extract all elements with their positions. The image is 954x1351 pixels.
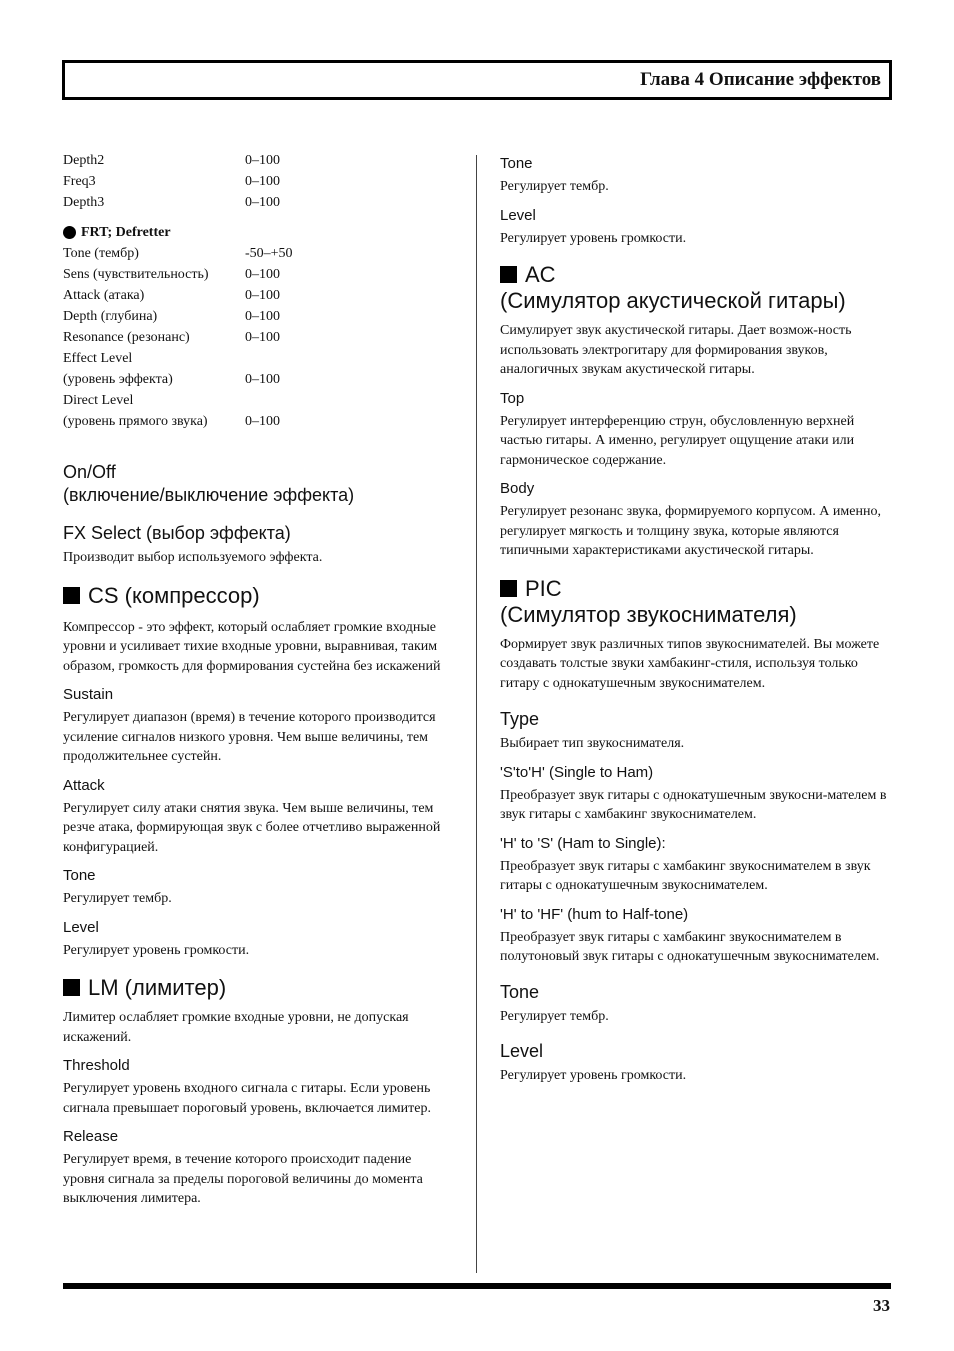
frt-heading-text: FRT; Defretter bbox=[81, 225, 171, 240]
h2hf-heading: 'H' to 'HF' (hum to Half-tone) bbox=[500, 905, 689, 923]
right-tone-heading: Tone bbox=[500, 155, 533, 172]
param-row bbox=[63, 306, 455, 327]
right-level-heading: Level bbox=[500, 206, 536, 224]
attack-heading: Attack bbox=[63, 776, 105, 794]
param-value: 0–100 bbox=[245, 153, 280, 168]
type-heading: Type bbox=[500, 709, 540, 729]
cs-level-heading: Level bbox=[63, 918, 99, 936]
section-square-icon bbox=[500, 266, 517, 283]
top-heading: Top bbox=[500, 389, 525, 407]
param-name: Depth (глубина) bbox=[63, 309, 158, 324]
pic-tone-heading: Tone bbox=[500, 981, 540, 1002]
param-row bbox=[63, 150, 455, 171]
right-level-text: Регулирует уровень громкости. bbox=[500, 230, 687, 246]
s2h-text: Преобразует звук гитары с однокатушечным звукосни-мателем в звук гитары с хамбакинг звукоснимателем. bbox=[500, 787, 887, 822]
param-row bbox=[63, 192, 455, 213]
cs-level-text: Регулирует уровень громкости. bbox=[63, 942, 250, 958]
param-name: Attack (атака) bbox=[63, 288, 145, 303]
h2s-heading: 'H' to 'S' (Ham to Single): bbox=[500, 834, 666, 852]
cs-heading-text: CS (компрессор) bbox=[88, 582, 260, 608]
top-text: Регулирует интерференцию струн, обусловленную верхней частью гитары. А именно, регулирует ощущение атаки или гармоническое содержание. bbox=[500, 413, 855, 468]
param-row bbox=[63, 171, 455, 192]
param-value: -50–+50 bbox=[245, 246, 293, 261]
s2h-heading: 'S'to'H' (Single to Ham) bbox=[500, 763, 654, 781]
fxselect-heading: FX Select (выбор эффекта) bbox=[63, 523, 291, 543]
release-text: Регулирует время, в течение которого происходит падение уровня сигнала за пределы пороговой величины до момента выключения лимитера. bbox=[63, 1152, 423, 1206]
param-value: 0–100 bbox=[245, 267, 280, 282]
pic-heading-line2: (Симулятор звукоснимателя) bbox=[500, 601, 797, 627]
pic-heading-line1: PIC bbox=[525, 575, 562, 601]
param-name: Depth3 bbox=[63, 195, 105, 210]
ac-heading-line2: (Симулятор акустической гитары) bbox=[500, 288, 846, 313]
param-value: 0–100 bbox=[245, 414, 280, 429]
cs-intro: Компрессор - это эффект, который ослабляет громкие входные уровни и усиливает тихие входные уровни, выравнивая, таким образом, громкость для формирования сустейна без искажений bbox=[63, 619, 441, 674]
param-row bbox=[63, 390, 455, 411]
bullet-dot-icon bbox=[63, 226, 76, 239]
param-row bbox=[63, 327, 455, 348]
footer-rule bbox=[63, 1283, 891, 1289]
param-name: Effect Level bbox=[63, 351, 133, 366]
param-name: (уровень прямого звука) bbox=[63, 414, 208, 429]
pic-intro: Формирует звук различных типов звукоснимателей. Вы можете создавать толстые звуки хамбакинг-стиля, используя только гитару с однокатушечным звукоснимателем. bbox=[500, 636, 880, 691]
onoff-heading-line1: On/Off bbox=[63, 462, 116, 482]
chapter-title: Глава 4 Описание эффектов bbox=[640, 69, 881, 90]
attack-text: Регулирует силу атаки снятия звука. Чем выше величины, тем резче атака, формирующая звук с более отчетливо выраженной конфигурацией. bbox=[63, 800, 441, 855]
left-column bbox=[63, 150, 455, 1209]
body-text: Регулирует резонанс звука, формируемого корпусом. А именно, регулирует мягкость и толщину звука, которые являются типичными характеристиками акустической гитары. bbox=[500, 504, 881, 558]
page-number: 33 bbox=[873, 1296, 890, 1315]
fxselect-text: Производит выбор используемого эффекта. bbox=[63, 550, 323, 565]
section-square-icon bbox=[500, 580, 517, 597]
cs-heading bbox=[63, 583, 455, 609]
ac-heading bbox=[500, 262, 890, 288]
chapter-header bbox=[62, 60, 892, 100]
frt-heading bbox=[63, 222, 455, 243]
ac-heading-line1: AC bbox=[525, 262, 556, 287]
param-table-top bbox=[63, 150, 455, 213]
pic-heading bbox=[500, 576, 890, 602]
sustain-heading: Sustain bbox=[63, 686, 114, 703]
lm-intro: Лимитер ослабляет громкие входные уровни, не допуская искажений. bbox=[63, 1010, 409, 1045]
param-name: Depth2 bbox=[63, 153, 105, 168]
threshold-text: Регулирует уровень входного сигнала с гитары. Если уровень сигнала превышает пороговый уровень, включается лимитер. bbox=[63, 1081, 431, 1116]
body-heading: Body bbox=[500, 480, 535, 497]
right-tone-text: Регулирует тембр. bbox=[500, 179, 609, 194]
frt-param-table bbox=[63, 243, 455, 432]
param-row bbox=[63, 264, 455, 285]
param-value: 0–100 bbox=[245, 174, 280, 189]
cs-tone-heading: Tone bbox=[63, 867, 96, 884]
threshold-heading: Threshold bbox=[63, 1057, 130, 1074]
pic-level-text: Регулирует уровень громкости. bbox=[500, 1068, 687, 1083]
ac-intro: Симулирует звук акустической гитары. Дает возмож-ность использовать электрогитару для формирования звуков, аналогичных звукам акустической гитары. bbox=[500, 323, 852, 377]
param-name: Direct Level bbox=[63, 393, 134, 408]
param-name: Resonance (резонанс) bbox=[63, 330, 190, 345]
param-value: 0–100 bbox=[245, 309, 280, 324]
param-name: (уровень эффекта) bbox=[63, 372, 173, 387]
pic-tone-text: Регулирует тембр. bbox=[500, 1008, 609, 1024]
param-row bbox=[63, 243, 455, 264]
h2s-text: Преобразует звук гитары с хамбакинг звукоснимателем в звук гитары с однокатушечным звукоснимателем. bbox=[500, 858, 871, 893]
lm-heading bbox=[63, 975, 455, 1001]
column-divider bbox=[476, 155, 477, 1273]
param-row bbox=[63, 411, 455, 432]
param-value: 0–100 bbox=[245, 330, 280, 345]
onoff-heading bbox=[63, 461, 455, 507]
param-name: Tone (тембр) bbox=[63, 246, 139, 261]
param-value: 0–100 bbox=[245, 372, 280, 387]
right-column bbox=[500, 150, 890, 1086]
sustain-text: Регулирует диапазон (время) в течение которого производится усиление сигналов низкого уровня. Чем выше величины, тем продолжительнее сустейн. bbox=[63, 710, 436, 764]
param-value: 0–100 bbox=[245, 288, 280, 303]
param-value: 0–100 bbox=[245, 195, 280, 210]
lm-heading-text: LM (лимитер) bbox=[88, 975, 227, 1000]
param-name: Freq3 bbox=[63, 174, 96, 189]
section-square-icon bbox=[63, 979, 80, 996]
pic-level-heading: Level bbox=[500, 1041, 544, 1061]
param-name: Sens (чувствительность) bbox=[63, 267, 209, 282]
param-row bbox=[63, 348, 455, 369]
param-row bbox=[63, 369, 455, 390]
onoff-heading-line2: (включение/выключение эффекта) bbox=[63, 485, 355, 505]
type-text: Выбирает тип звукоснимателя. bbox=[500, 736, 685, 751]
cs-tone-text: Регулирует тембр. bbox=[63, 891, 172, 906]
h2hf-text: Преобразует звук гитары с хамбакинг звукоснимателем в полутоновый звук гитары с однокатушечным звукоснимателем. bbox=[500, 929, 880, 964]
param-row bbox=[63, 285, 455, 306]
section-square-icon bbox=[63, 587, 80, 604]
release-heading: Release bbox=[63, 1128, 119, 1145]
